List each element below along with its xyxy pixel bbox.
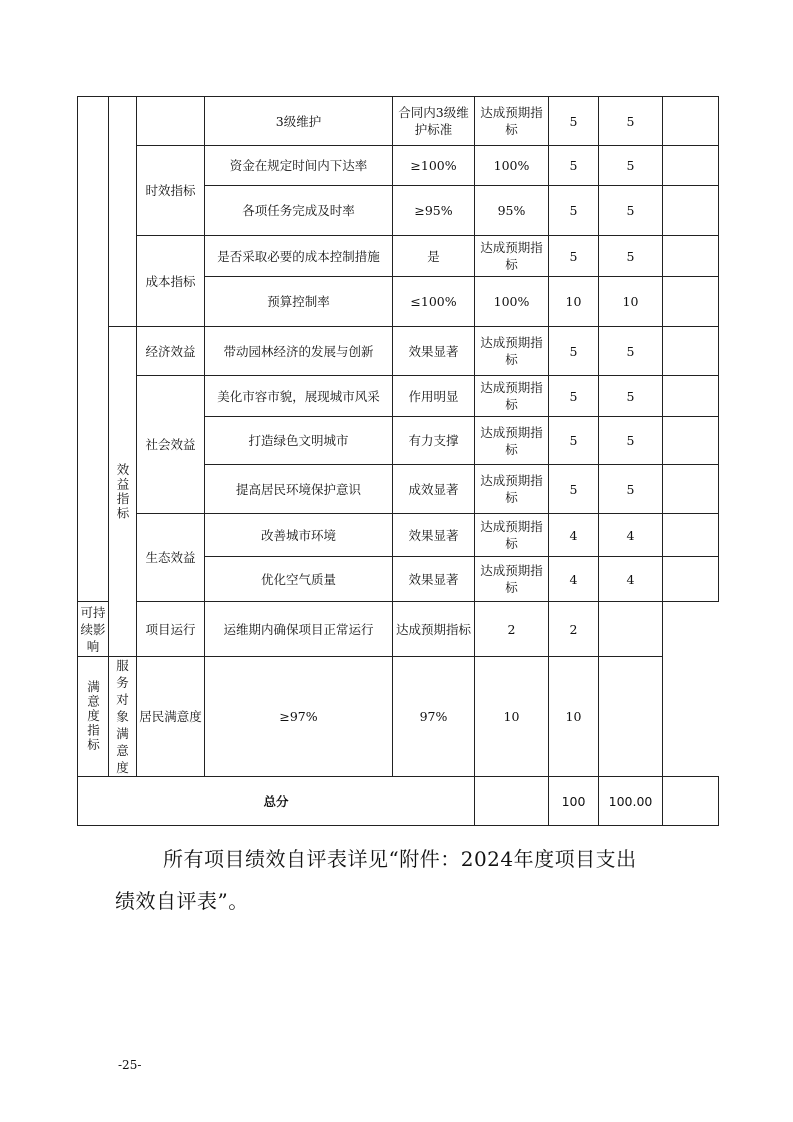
remark-cell bbox=[663, 277, 719, 327]
category-cell: 生态效益 bbox=[137, 514, 205, 602]
remark-cell bbox=[663, 777, 719, 826]
category-cell: 时效指标 bbox=[137, 146, 205, 236]
actual-value: 100% bbox=[475, 277, 549, 327]
total-score: 100.00 bbox=[599, 777, 663, 826]
score-value: 4 bbox=[599, 557, 663, 602]
weight-value: 5 bbox=[549, 186, 599, 236]
remark-cell bbox=[599, 602, 663, 657]
score-value: 2 bbox=[549, 602, 599, 657]
total-label: 总分 bbox=[78, 777, 475, 826]
score-value: 5 bbox=[599, 327, 663, 376]
table-row bbox=[78, 97, 719, 146]
remark-cell bbox=[663, 417, 719, 465]
table-row bbox=[78, 514, 719, 557]
indicator-name: 提高居民环境保护意识 bbox=[205, 465, 393, 514]
weight-value: 10 bbox=[475, 657, 549, 777]
benefit-indicator-label: 效益指标 bbox=[109, 327, 137, 657]
weight-value: 10 bbox=[549, 277, 599, 327]
actual-value: 达成预期指标 bbox=[475, 417, 549, 465]
total-row bbox=[78, 777, 719, 826]
weight-value: 4 bbox=[549, 557, 599, 602]
actual-value: 100% bbox=[475, 146, 549, 186]
target-value: ≤100% bbox=[393, 277, 475, 327]
paragraph-line-2: 绩效自评表”。 bbox=[115, 889, 249, 913]
remark-cell bbox=[663, 146, 719, 186]
indicator-name: 打造绿色文明城市 bbox=[205, 417, 393, 465]
level1-cell-upper bbox=[78, 97, 109, 602]
indicator-name: 是否采取必要的成本控制措施 bbox=[205, 236, 393, 277]
score-value: 5 bbox=[599, 236, 663, 277]
paragraph-line-1: 所有项目绩效自评表详见“附件：2024年度项目支出 bbox=[163, 847, 637, 871]
target-value: 合同内3级维护标准 bbox=[393, 97, 475, 146]
indicator-name: 各项任务完成及时率 bbox=[205, 186, 393, 236]
remark-cell bbox=[663, 376, 719, 417]
actual-value: 达成预期指标 bbox=[475, 514, 549, 557]
actual-value: 达成预期指标 bbox=[475, 236, 549, 277]
remark-cell bbox=[599, 657, 663, 777]
target-value: ≥95% bbox=[393, 186, 475, 236]
actual-value: 达成预期指标 bbox=[475, 465, 549, 514]
score-value: 5 bbox=[599, 376, 663, 417]
target-value: 是 bbox=[393, 236, 475, 277]
score-value: 10 bbox=[599, 277, 663, 327]
weight-value: 5 bbox=[549, 97, 599, 146]
actual-value: 达成预期指标 bbox=[475, 97, 549, 146]
level2-cell-upper bbox=[109, 97, 137, 327]
indicator-name: 美化市容市貌，展现城市风采 bbox=[205, 376, 393, 417]
target-value: 效果显著 bbox=[393, 514, 475, 557]
indicator-name: 项目运行 bbox=[137, 602, 205, 657]
table-row bbox=[78, 146, 719, 186]
total-weight: 100 bbox=[549, 777, 599, 826]
indicator-name: 优化空气质量 bbox=[205, 557, 393, 602]
body-paragraph bbox=[115, 838, 715, 922]
table-row bbox=[78, 376, 719, 417]
actual-value: 95% bbox=[475, 186, 549, 236]
target-value: 运维期内确保项目正常运行 bbox=[205, 602, 393, 657]
score-value: 5 bbox=[599, 97, 663, 146]
actual-value: 达成预期指标 bbox=[475, 327, 549, 376]
weight-value: 5 bbox=[549, 236, 599, 277]
indicator-name: 预算控制率 bbox=[205, 277, 393, 327]
category-cell: 成本指标 bbox=[137, 236, 205, 327]
remark-cell bbox=[663, 327, 719, 376]
indicator-name: 改善城市环境 bbox=[205, 514, 393, 557]
score-value: 5 bbox=[599, 186, 663, 236]
performance-table bbox=[77, 96, 719, 826]
table-row bbox=[78, 657, 719, 777]
actual-value: 达成预期指标 bbox=[475, 557, 549, 602]
table-row bbox=[78, 236, 719, 277]
remark-cell bbox=[663, 186, 719, 236]
indicator-name: 带动园林经济的发展与创新 bbox=[205, 327, 393, 376]
category-cell: 可持续影响 bbox=[78, 602, 109, 657]
weight-value: 5 bbox=[549, 465, 599, 514]
actual-value: 97% bbox=[393, 657, 475, 777]
weight-value: 5 bbox=[549, 146, 599, 186]
satisfaction-indicator-label: 满意度指标 bbox=[78, 657, 109, 777]
score-value: 5 bbox=[599, 465, 663, 514]
remark-cell bbox=[663, 97, 719, 146]
weight-value: 4 bbox=[549, 514, 599, 557]
target-value: ≥97% bbox=[205, 657, 393, 777]
target-value: ≥100% bbox=[393, 146, 475, 186]
weight-value: 5 bbox=[549, 417, 599, 465]
score-value: 10 bbox=[549, 657, 599, 777]
target-value: 有力支撑 bbox=[393, 417, 475, 465]
category-cell: 经济效益 bbox=[137, 327, 205, 376]
target-value: 效果显著 bbox=[393, 557, 475, 602]
total-empty-cell bbox=[475, 777, 549, 826]
score-value: 5 bbox=[599, 417, 663, 465]
indicator-name: 居民满意度 bbox=[137, 657, 205, 777]
weight-value: 5 bbox=[549, 327, 599, 376]
table-row bbox=[78, 602, 719, 657]
category-cell bbox=[137, 97, 205, 146]
actual-value: 达成预期指标 bbox=[393, 602, 475, 657]
target-value: 效果显著 bbox=[393, 327, 475, 376]
remark-cell bbox=[663, 557, 719, 602]
weight-value: 2 bbox=[475, 602, 549, 657]
remark-cell bbox=[663, 465, 719, 514]
remark-cell bbox=[663, 236, 719, 277]
category-cell: 社会效益 bbox=[137, 376, 205, 514]
remark-cell bbox=[663, 514, 719, 557]
target-value: 作用明显 bbox=[393, 376, 475, 417]
target-value: 成效显著 bbox=[393, 465, 475, 514]
table-row bbox=[78, 327, 719, 376]
indicator-name: 资金在规定时间内下达率 bbox=[205, 146, 393, 186]
page-number: -25- bbox=[118, 1058, 142, 1072]
actual-value: 达成预期指标 bbox=[475, 376, 549, 417]
score-value: 4 bbox=[599, 514, 663, 557]
weight-value: 5 bbox=[549, 376, 599, 417]
score-value: 5 bbox=[599, 146, 663, 186]
category-cell: 服务对象满意度 bbox=[109, 657, 137, 777]
indicator-name: 3级维护 bbox=[205, 97, 393, 146]
